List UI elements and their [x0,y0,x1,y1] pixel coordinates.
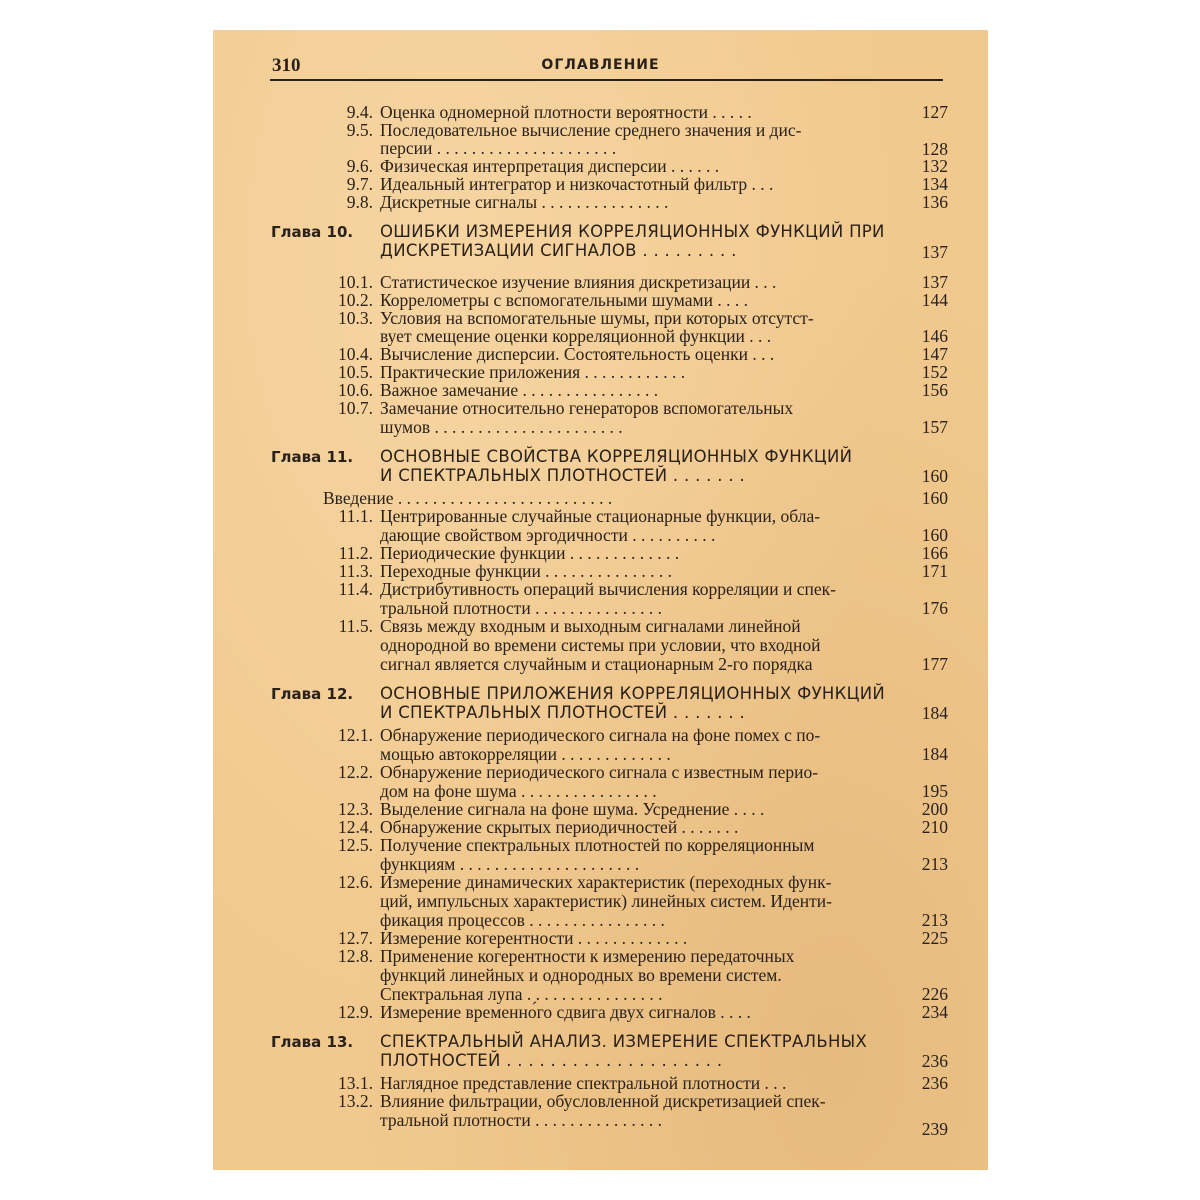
page-ref: 171 [921,561,948,581]
section-title-line: Замечание относительно генераторов вспомогательных [380,398,794,418]
section-title-line: дающие свойством эргодичности . . . . . . . . . . [380,525,716,545]
section-number: 10.5. [338,362,373,382]
section-number: 12.9. [338,1002,373,1022]
section-number: 12.7. [338,928,373,948]
page-ref: 213 [921,910,948,930]
section-title-line: Условия на вспомогательные шумы, при которых отсутст- [380,308,814,328]
section-title-line: Спектральная лупа . . . . . . . . . . . . . . . . [380,984,663,1004]
section-number: 10.2. [338,290,373,310]
section-number: 12.3. [338,799,373,819]
section-title-line: Дискретные сигналы . . . . . . . . . . . . . . . [380,192,669,212]
page-ref: 160 [921,488,948,508]
chapter-title-line: ОСНОВНЫЕ СВОЙСТВА КОРРЕЛЯЦИОННЫХ ФУНКЦИЙ [380,447,853,466]
section-title-line: Последовательное вычисление среднего значения и дис- [380,120,802,140]
section-title-line: Важное замечание . . . . . . . . . . . . . . . . [380,380,659,400]
section-title-line: Оценка одномерной плотности вероятности . . . . . [380,102,752,122]
toc-intro: Введение . . . . . . . . . . . . . . . . . . . . . . . . . [323,488,613,508]
section-title-line: Переходные функции . . . . . . . . . . . . . . . [380,561,673,581]
section-title-line: шумов . . . . . . . . . . . . . . . . . . . . . . [380,417,623,437]
section-number: 10.3. [338,308,373,328]
header-rule [270,79,943,81]
section-title-line: Измерение динамических характеристик (переходных функ- [380,872,832,892]
page-ref: 144 [921,290,948,310]
section-title-line: мощью автокорреляции . . . . . . . . . . . . . [380,744,671,764]
section-title-line: Периодические функции . . . . . . . . . . . . . [380,543,680,563]
chapter-label: Глава 12. [271,685,354,703]
section-title-line: Влияние фильтрации, обусловленной дискретизацией спек- [380,1091,826,1111]
chapter-title-line: И СПЕКТРАЛЬНЫХ ПЛОТНОСТЕЙ . . . . . . . [380,466,745,485]
section-title-line: вует смещение оценки корреляционной функции . . . [380,326,772,346]
section-title-line: персии . . . . . . . . . . . . . . . . . . . . . [380,138,617,158]
page-ref: 134 [921,174,948,194]
section-number: 9.5. [346,120,373,140]
section-number: 10.7. [338,398,373,418]
section-number: 11.5. [338,616,373,636]
page-ref: 184 [921,744,948,764]
section-number: 12.6. [338,872,373,892]
chapter-label: Глава 10. [271,223,354,241]
section-title-line: Получение спектральных плотностей по корреляционным [380,835,815,855]
section-number: 13.2. [338,1091,373,1111]
page-ref: 210 [921,817,948,837]
section-number: 11.4. [338,579,373,599]
page-ref: 239 [921,1119,948,1139]
page-ref: 177 [921,654,948,674]
chapter-label: Глава 13. [271,1033,354,1051]
page-ref: 195 [921,781,948,801]
page-ref: 226 [921,984,948,1004]
chapter-title-line: ОСНОВНЫЕ ПРИЛОЖЕНИЯ КОРРЕЛЯЦИОННЫХ ФУНКЦИЙ [380,684,886,703]
section-number: 12.2. [338,762,373,782]
page-number: 310 [272,55,301,76]
section-title-line: Практические приложения . . . . . . . . . . . . [380,362,686,382]
page-ref: 213 [921,854,948,874]
page-ref: 234 [921,1002,948,1022]
section-title-line: Применение когерентности к измерению передаточных [380,946,795,966]
section-title-line: Дистрибутивность операций вычисления корреляции и спек- [380,579,836,599]
page-ref: 236 [921,1051,948,1071]
section-title-line: функций линейных и однородных во времени систем. [380,965,782,985]
section-title-line: тральной плотности . . . . . . . . . . . . . . . [380,1110,662,1130]
page-ref: 160 [921,466,948,486]
section-number: 12.1. [338,725,373,745]
section-title-line: Измерение временно́го сдвига двух сигналов . . . . [380,1002,751,1022]
section-title-line: дом на фоне шума . . . . . . . . . . . . . . . . [380,781,657,801]
section-title-line: сигнал является случайным и стационарным 2-го порядка [380,654,813,674]
page-ref: 184 [921,703,948,723]
page-ref: 137 [921,272,948,292]
section-title-line: Связь между входным и выходным сигналами линейной [380,616,801,636]
section-title-line: Центрированные случайные стационарные функции, обла- [380,506,821,526]
chapter-title-line: ПЛОТНОСТЕЙ . . . . . . . . . . . . . . . . . . . . [380,1051,723,1070]
chapter-title-line: И СПЕКТРАЛЬНЫХ ПЛОТНОСТЕЙ . . . . . . . [380,703,745,722]
section-title-line: Наглядное представление спектральной плотности . . . [380,1073,787,1093]
section-number: 9.4. [346,102,373,122]
page-ref: 136 [921,192,948,212]
page-ref: 225 [921,928,948,948]
page-ref: 128 [921,139,948,159]
page-ref: 146 [921,326,948,346]
section-number: 10.4. [338,344,373,364]
section-title-line: Идеальный интегратор и низкочастотный фильтр . . . [380,174,774,194]
page-ref: 200 [921,799,948,819]
section-title-line: тральной плотности . . . . . . . . . . . . . . . [380,598,662,618]
section-title-line: фикация процессов . . . . . . . . . . . . . . . . [380,910,665,930]
section-number: 11.3. [338,561,373,581]
section-title-line: Физическая интерпретация дисперсии . . . . . . [380,156,720,176]
section-title-line: Вычисление дисперсии. Состоятельность оценки . . . [380,344,775,364]
section-title-line: Обнаружение периодического сигнала на фоне помех с по- [380,725,821,745]
section-number: 11.1. [338,506,373,526]
section-number: 11.2. [338,543,373,563]
section-number: 12.8. [338,946,373,966]
section-title-line: функциям . . . . . . . . . . . . . . . . . . . . . [380,854,640,874]
section-title-line: Обнаружение периодического сигнала с известным перио- [380,762,819,782]
page-ref: 176 [921,598,948,618]
section-title-line: Обнаружение скрытых периодичностей . . . . . . . [380,817,739,837]
page-ref: 166 [921,543,948,563]
page-ref: 236 [921,1073,948,1093]
chapter-title-line: СПЕКТРАЛЬНЫЙ АНАЛИЗ. ИЗМЕРЕНИЕ СПЕКТРАЛЬНЫХ [380,1032,868,1051]
section-title-line: ций, импульсных характеристик) линейных систем. Иденти- [380,891,832,911]
section-number: 10.6. [338,380,373,400]
section-title-line: Выделение сигнала на фоне шума. Усреднение . . . . [380,799,765,819]
section-number: 9.6. [346,156,373,176]
chapter-title-line: ОШИБКИ ИЗМЕРЕНИЯ КОРРЕЛЯЦИОННЫХ ФУНКЦИЙ ПРИ [380,222,885,241]
page-ref: 157 [921,417,948,437]
section-number: 9.7. [346,174,373,194]
page-ref: 156 [921,380,948,400]
page-ref: 152 [921,362,948,382]
page-ref: 132 [921,156,948,176]
section-title-line: Коррелометры с вспомогательными шумами . . . . [380,290,748,310]
running-head: ОГЛАВЛЕНИЕ [541,57,660,73]
section-number: 12.4. [338,817,373,837]
page-ref: 137 [921,242,948,262]
page-ref: 160 [921,525,948,545]
section-title-line: однородной во времени системы при условии, что входной [380,635,821,655]
chapter-label: Глава 11. [271,448,354,466]
book-page [213,30,988,1170]
section-title-line: Статистическое изучение влияния дискретизации . . . [380,272,777,292]
page-ref: 127 [921,102,948,122]
chapter-title-line: ДИСКРЕТИЗАЦИИ СИГНАЛОВ . . . . . . . . . [380,241,737,260]
section-number: 9.8. [346,192,373,212]
section-number: 12.5. [338,835,373,855]
section-number: 13.1. [338,1073,373,1093]
page-ref: 147 [921,344,948,364]
section-title-line: Измерение когерентности . . . . . . . . . . . . . [380,928,688,948]
section-number: 10.1. [338,272,373,292]
